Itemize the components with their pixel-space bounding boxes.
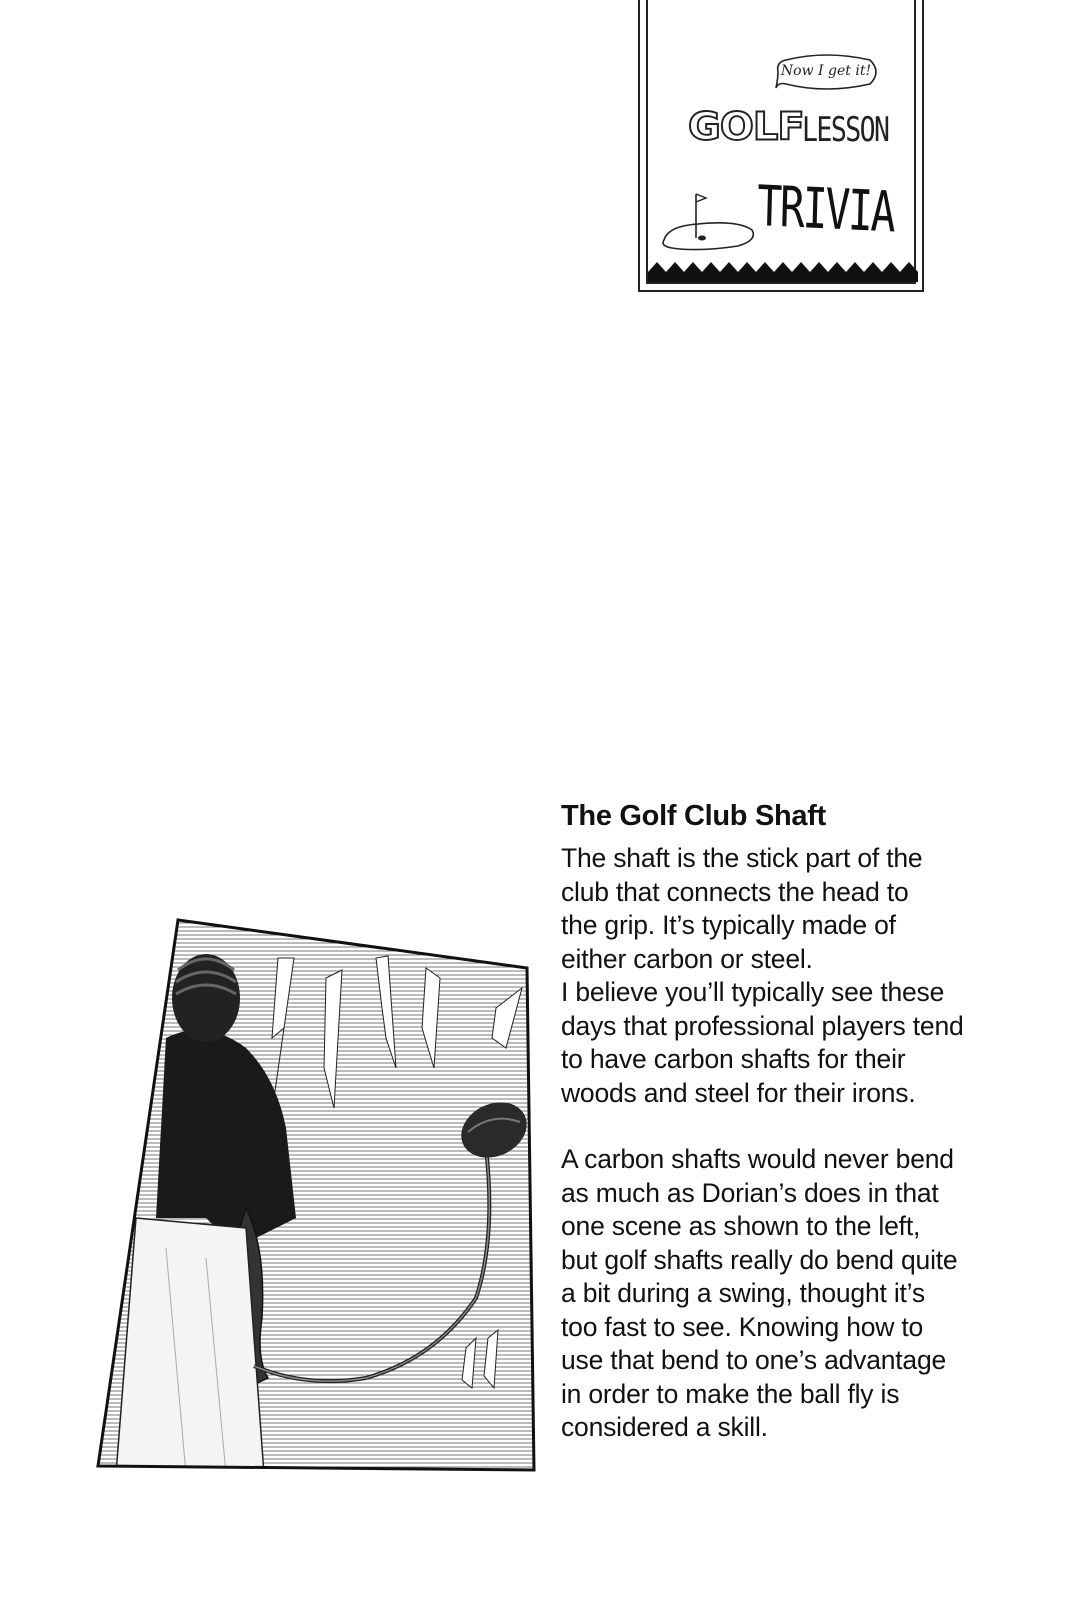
- article-line: club that connects the head to: [561, 876, 909, 907]
- article-line: too fast to see. Knowing how to: [561, 1311, 924, 1342]
- trivia-card-inner-frame: [646, 0, 916, 284]
- article-line: considered a skill.: [561, 1412, 768, 1442]
- lesson-title-word: LESSON: [802, 110, 889, 150]
- speech-bubble: [772, 54, 880, 90]
- article-line: one scene as shown to the left,: [561, 1211, 921, 1241]
- trivia-title-word: TRIVIA: [756, 174, 895, 246]
- article-line: as much as Dorian’s does in that: [561, 1177, 939, 1208]
- article-title: The Golf Club Shaft: [561, 800, 826, 832]
- golf-green-flag-icon: [658, 184, 758, 254]
- article-line: A carbon shafts would never bend: [561, 1144, 954, 1174]
- zigzag-border-decoration: [648, 260, 918, 282]
- article-line: days that professional players tend: [561, 1010, 964, 1041]
- article-line: a bit during a swing, thought it’s: [561, 1278, 925, 1308]
- article-line: use that bend to one’s advantage: [561, 1345, 947, 1375]
- article-line: the grip. It’s typically made of: [561, 910, 896, 940]
- trivia-header-card: [638, 0, 924, 292]
- article-line: I believe you’ll typically see these: [561, 977, 945, 1007]
- article-line: to have carbon shafts for their: [561, 1044, 906, 1074]
- article-line: The shaft is the stick part of the: [561, 843, 923, 873]
- article-line: in order to make the ball fly is: [561, 1378, 900, 1409]
- manga-illustration-panel: [96, 918, 540, 1474]
- paragraph-spacer: [561, 1110, 1031, 1143]
- article-line: either carbon or steel.: [561, 943, 813, 974]
- trivia-article: [561, 796, 1031, 1445]
- speech-bubble-text: Now I get it!: [780, 63, 872, 79]
- golf-title-word: GOLF: [688, 105, 804, 149]
- article-line: woods and steel for their irons.: [561, 1077, 916, 1108]
- article-line: but golf shafts really do bend quite: [561, 1244, 958, 1275]
